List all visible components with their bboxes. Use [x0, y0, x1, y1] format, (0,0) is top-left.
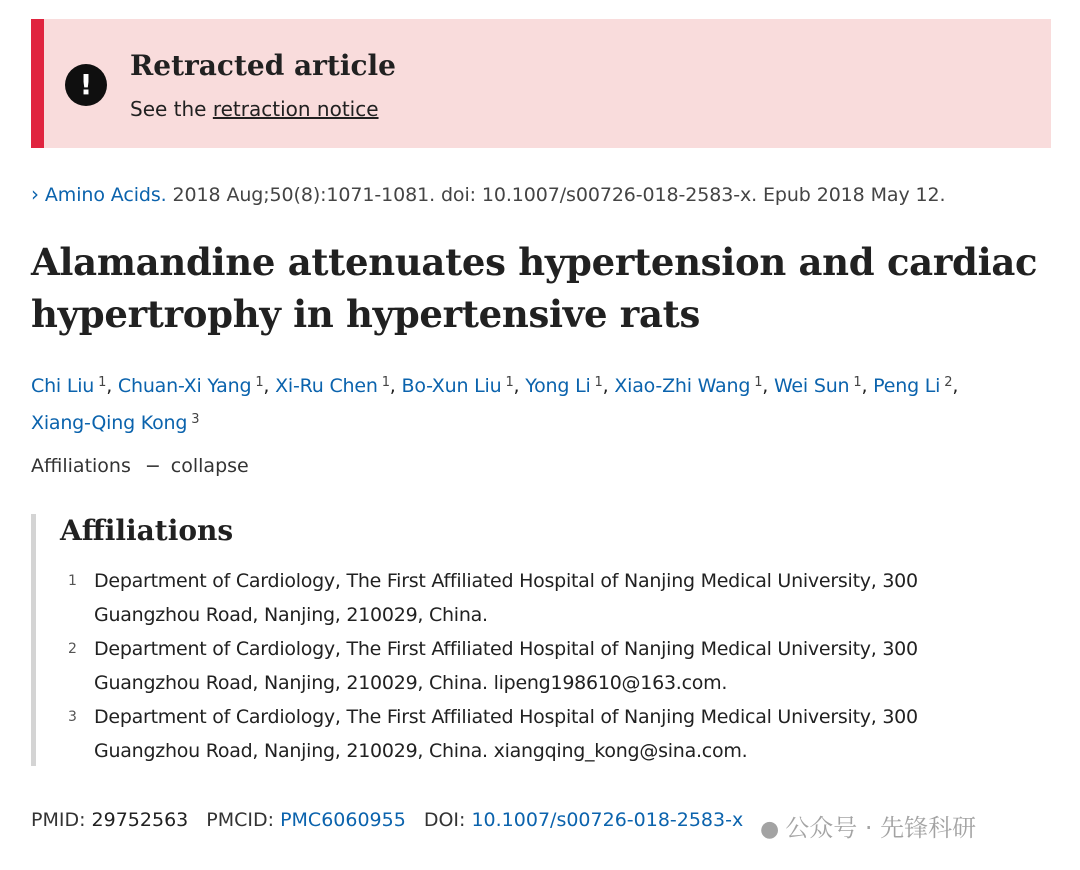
author-item [31, 412, 199, 434]
retraction-banner [31, 19, 1051, 148]
author-affiliation-ref[interactable]: 1 [594, 375, 603, 390]
affiliation-number: 3 [68, 709, 77, 725]
author-affiliation-ref[interactable]: 1 [255, 375, 264, 390]
affiliations-toggle-label: Affiliations [31, 455, 131, 477]
author-affiliation-ref[interactable]: 1 [505, 375, 514, 390]
author-affiliation-ref[interactable]: 3 [191, 412, 200, 427]
doi-label: DOI: [423, 809, 466, 831]
affiliations-list [68, 564, 1008, 768]
pmcid-link[interactable]: PMC6060955 [280, 809, 406, 831]
affiliations-heading: Affiliations [60, 514, 234, 547]
affiliations-panel [31, 514, 1021, 766]
banner-prefix: See the [130, 97, 213, 121]
author-link[interactable]: Wei Sun [773, 375, 850, 397]
affiliation-text: Department of Cardiology, The First Affiliated Hospital of Nanjing Medical University, 300 Guangzhou Road, Nanjing, 210029, China. [94, 570, 918, 626]
author-item: Chuan-Xi Yang $^1$, [117, 375, 270, 397]
author-link[interactable]: Peng Li [873, 375, 941, 397]
citation-line [31, 182, 945, 206]
affiliation-number: 1 [68, 573, 77, 589]
author-item: Chi Liu $^1$, [31, 375, 113, 397]
author-item: Peng Li $^2$, [873, 375, 959, 397]
author-link[interactable]: Xiang-Qing Kong [31, 412, 188, 434]
author-item: Xi-Ru Chen $^1$, [275, 375, 396, 397]
author-link[interactable]: Yong Li [525, 375, 591, 397]
author-item: Bo-Xun Liu $^1$, [401, 375, 520, 397]
retraction-notice-link[interactable]: retraction notice [212, 97, 379, 121]
author-affiliation-ref[interactable]: 1 [853, 375, 862, 390]
affiliation-text: Department of Cardiology, The First Affiliated Hospital of Nanjing Medical University, 300 Guangzhou Road, Nanjing, 210029, China. lipeng198610@163.com. [94, 638, 918, 694]
chevron-right-icon[interactable]: › [31, 182, 39, 206]
pmcid-label: PMCID: [206, 809, 275, 831]
author-affiliation-ref[interactable]: 1 [98, 375, 107, 390]
affiliation-text: Department of Cardiology, The First Affiliated Hospital of Nanjing Medical University, 300 Guangzhou Road, Nanjing, 210029, China. xiangqing_kong@sina.com. [94, 706, 918, 762]
exclamation-circle-icon: ! [65, 64, 107, 106]
journal-link[interactable]: Amino Acids. [44, 184, 167, 206]
pmid-value: 29752563 [91, 809, 189, 831]
author-link[interactable]: Chuan-Xi Yang [117, 375, 252, 397]
affiliation-item [68, 632, 1008, 700]
affiliation-item [68, 700, 1008, 768]
author-link[interactable]: Chi Liu [31, 375, 95, 397]
collapse-button[interactable]: collapse [170, 455, 249, 477]
article-title: Alamandine attenuates hypertension and cardiac hypertrophy in hypertensive rats [31, 240, 1038, 336]
identifiers-line [31, 809, 743, 831]
author-affiliation-ref[interactable]: 2 [944, 375, 953, 390]
author-link[interactable]: Xi-Ru Chen [275, 375, 378, 397]
authors-list [31, 366, 1051, 440]
author-item: Xiao-Zhi Wang $^1$, [614, 375, 769, 397]
author-item: Wei Sun $^1$, [773, 375, 868, 397]
minus-icon: − [144, 455, 161, 477]
watermark [760, 808, 976, 843]
author-affiliation-ref[interactable]: 1 [381, 375, 390, 390]
author-link[interactable]: Xiao-Zhi Wang [614, 375, 751, 397]
banner-subtitle [130, 97, 379, 121]
author-link[interactable]: Bo-Xun Liu [401, 375, 502, 397]
doi-link[interactable]: 10.1007/s00726-018-2583-x [471, 809, 744, 831]
citation-details: 2018 Aug;50(8):1071-1081. doi: 10.1007/s00726-018-2583-x. Epub 2018 May 12. [172, 184, 946, 206]
banner-title: Retracted article [130, 49, 396, 82]
affiliations-toggle[interactable] [31, 455, 249, 477]
pmid-label: PMID: [31, 809, 86, 831]
affiliation-number: 2 [68, 641, 77, 657]
author-affiliation-ref[interactable]: 1 [754, 375, 763, 390]
wechat-icon: ● [760, 817, 780, 842]
author-item: Yong Li $^1$, [525, 375, 609, 397]
affiliation-item [68, 564, 1008, 632]
watermark-text: 公众号 · 先锋科研 [785, 814, 977, 842]
